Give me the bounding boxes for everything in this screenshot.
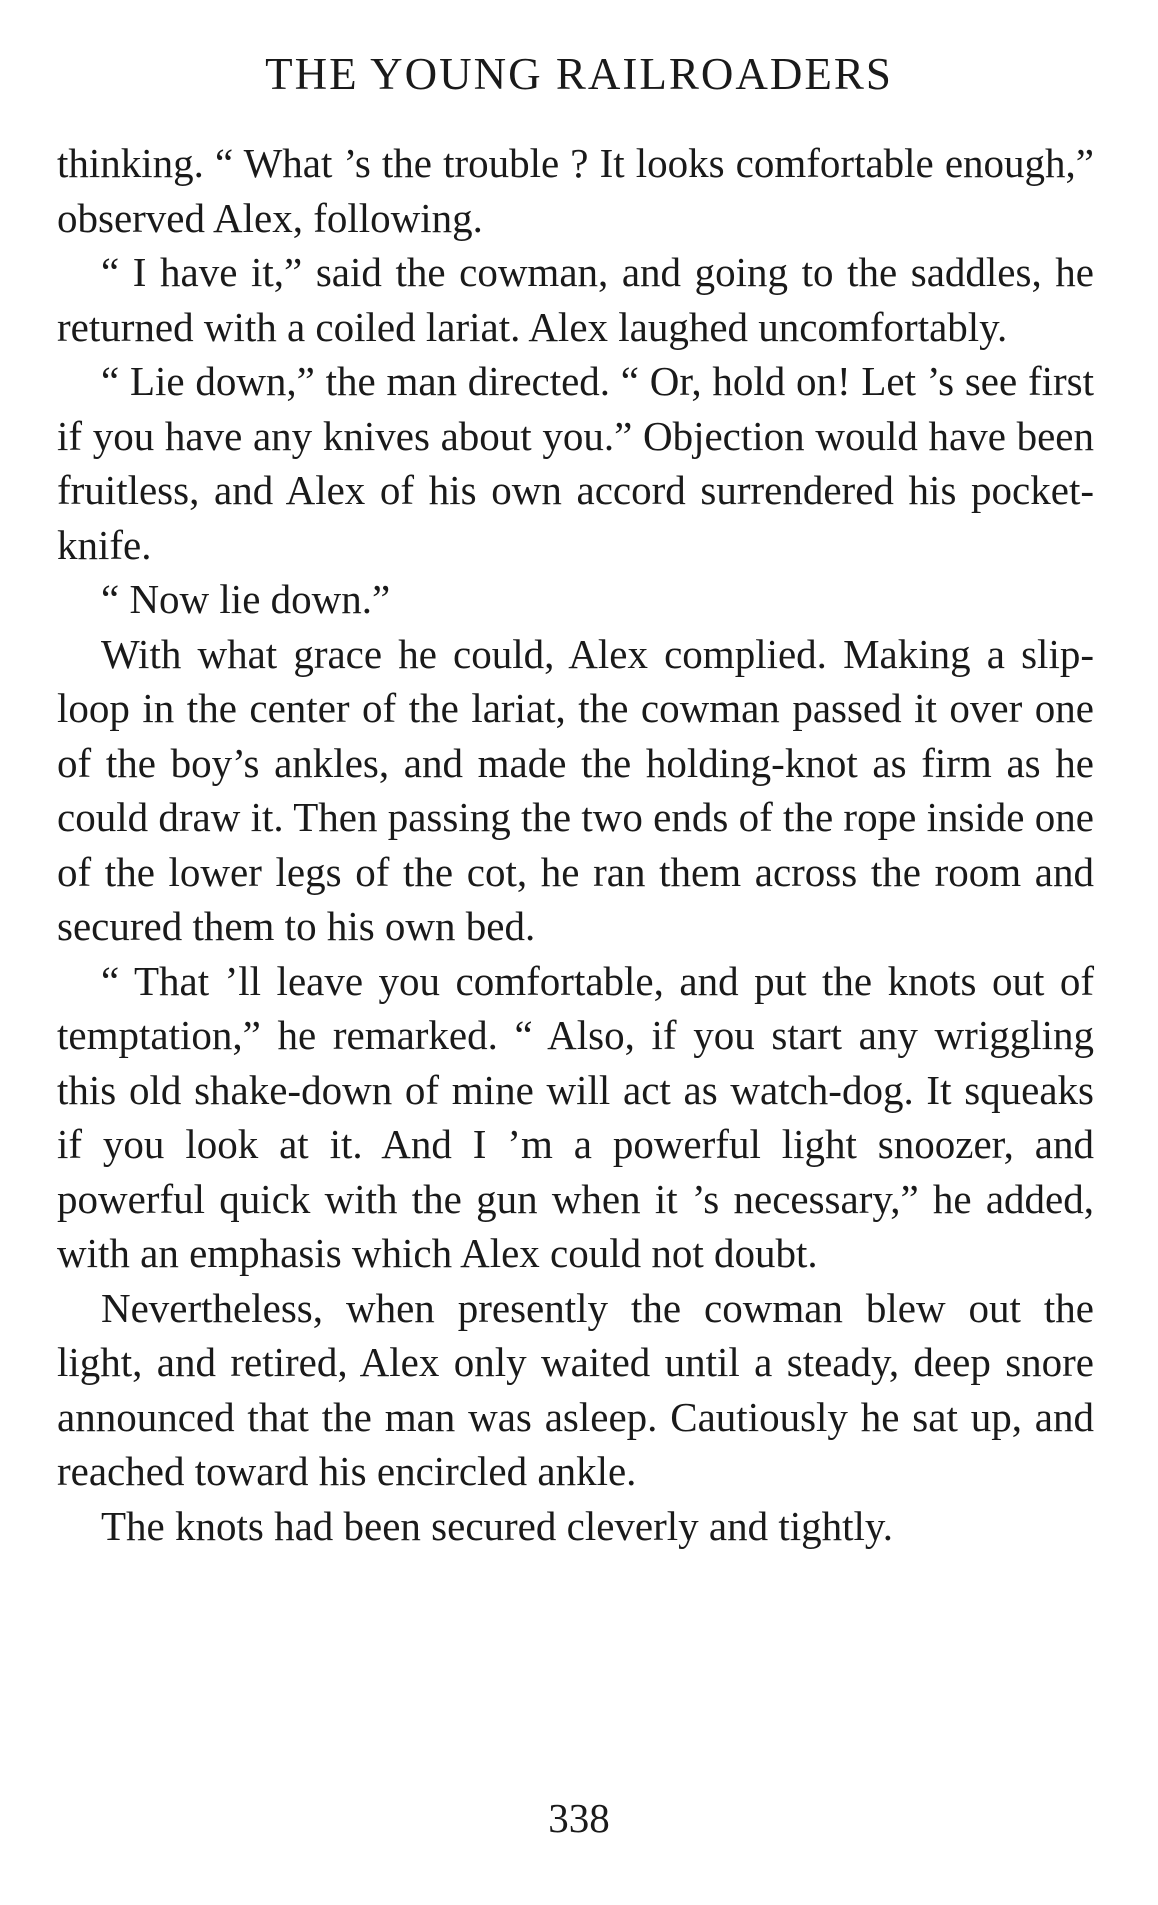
page-number: 338: [548, 1795, 610, 1841]
body-text: [57, 136, 1094, 1553]
paragraph: “ Lie down,” the man directed. “ Or, hold on! Let ’s see first if you have any knives about you.” Objection would have been fruitless, and Alex of his own accord surrendered his pocket-knife.: [57, 358, 1094, 568]
paragraph: thinking. “ What ’s the trouble ? It looks comfortable enough,” observed Alex, following.: [57, 140, 1094, 241]
paragraph: Nevertheless, when presently the cowman blew out the light, and retired, Alex only waited until a steady, deep snore announced that the man was asleep. Cautiously he sat up, and reached toward his encircled ankle.: [57, 1284, 1094, 1494]
paragraph: “ Now lie down.”: [101, 576, 391, 622]
paragraph: With what grace he could, Alex complied. Making a slip-loop in the center of the lariat, the cowman passed it over one of the boy’s ankles, and made the holding-knot as firm as he could draw it. Then passing the two ends of the rope inside one of the lower legs of the cot, he ran them across the room and secured them to his own bed.: [57, 630, 1094, 949]
running-head: THE YOUNG RAILROADERS: [265, 49, 893, 99]
paragraph: “ That ’ll leave you comfortable, and put the knots out of temptation,” he remarked. “ Also, if you start any wriggling this old shake-down of mine will act as watch-dog. It squeaks if you look at it. And I ’m a powerful light snoozer, and powerful quick with the gun when it ’s necessary,” he added, with an emphasis which Alex could not doubt.: [57, 957, 1094, 1276]
paragraph: “ I have it,” said the cowman, and going to the saddles, he returned with a coiled lariat. Alex laughed uncomfortably.: [57, 249, 1094, 350]
paragraph: The knots had been secured cleverly and tightly.: [101, 1502, 894, 1549]
